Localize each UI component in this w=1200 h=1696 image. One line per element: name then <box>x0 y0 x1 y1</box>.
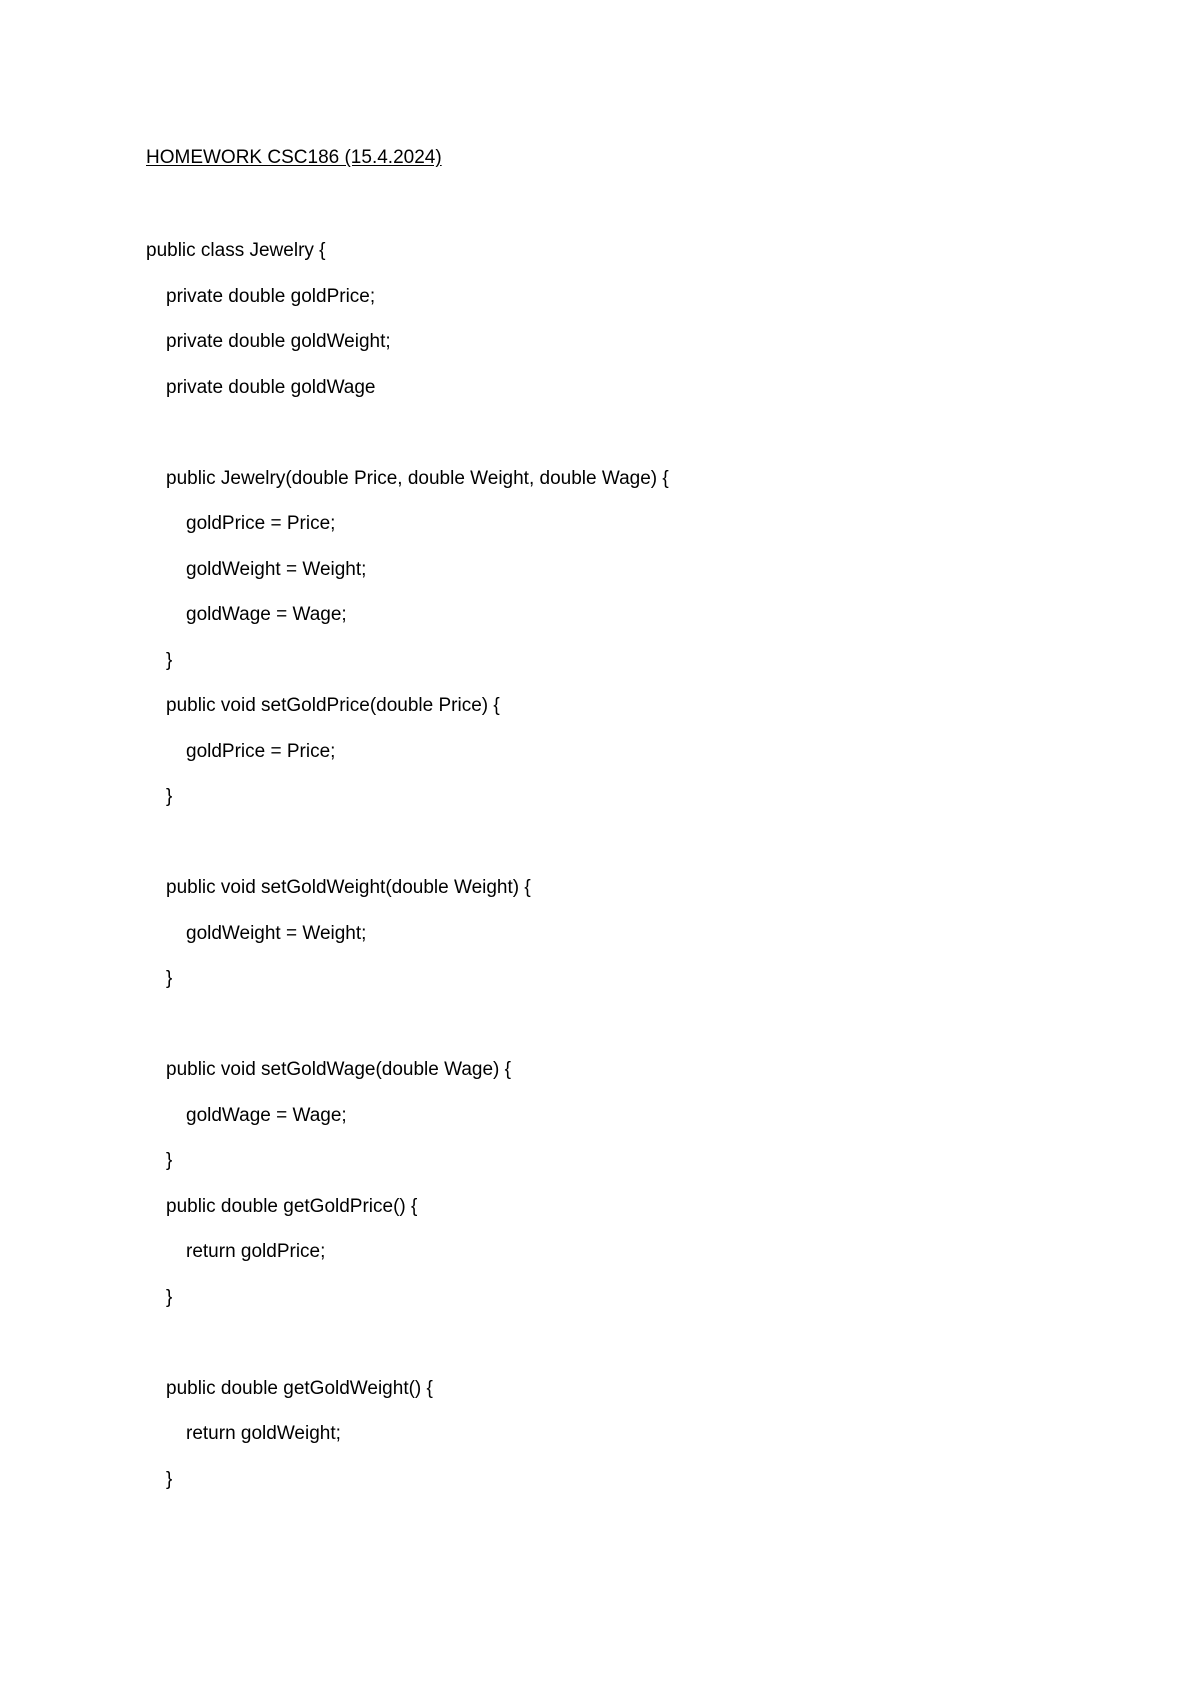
blank-line <box>146 1332 669 1378</box>
code-line: goldWage = Wage; <box>186 604 347 625</box>
code-line: } <box>166 968 173 989</box>
code-line: goldWeight = Weight; <box>186 558 367 580</box>
code-line: } <box>166 1150 173 1171</box>
code-line: private double goldPrice; <box>166 285 376 307</box>
code-line: private double goldWeight; <box>166 331 391 352</box>
code-line: private double goldWage <box>166 376 376 398</box>
code-line: public double getGoldPrice() { <box>166 1195 418 1217</box>
code-line: public void setGoldWeight(double Weight) { <box>166 877 531 898</box>
code-line: public class Jewelry { <box>146 240 326 261</box>
blank-line <box>146 832 669 878</box>
code-line: return goldWeight; <box>186 1423 341 1444</box>
code-line: } <box>166 1286 173 1308</box>
code-line: public Jewelry(double Price, double Weight, double Wage) { <box>166 467 669 489</box>
code-line: } <box>166 1468 173 1490</box>
code-line: public void setGoldWage(double Wage) { <box>166 1059 512 1080</box>
code-line: goldPrice = Price; <box>186 513 336 534</box>
code-line: goldWeight = Weight; <box>186 922 367 944</box>
code-line: return goldPrice; <box>186 1241 326 1262</box>
code-line: public void setGoldPrice(double Price) { <box>166 695 500 716</box>
document-title: HOMEWORK CSC186 (15.4.2024) <box>146 147 442 168</box>
code-line: goldPrice = Price; <box>186 740 336 762</box>
code-block <box>146 240 669 1514</box>
code-line: public double getGoldWeight() { <box>166 1377 433 1399</box>
code-line: } <box>166 786 173 807</box>
blank-line <box>146 1014 669 1060</box>
code-line: } <box>166 649 173 671</box>
code-line: goldWage = Wage; <box>186 1104 347 1126</box>
blank-line <box>146 422 669 468</box>
